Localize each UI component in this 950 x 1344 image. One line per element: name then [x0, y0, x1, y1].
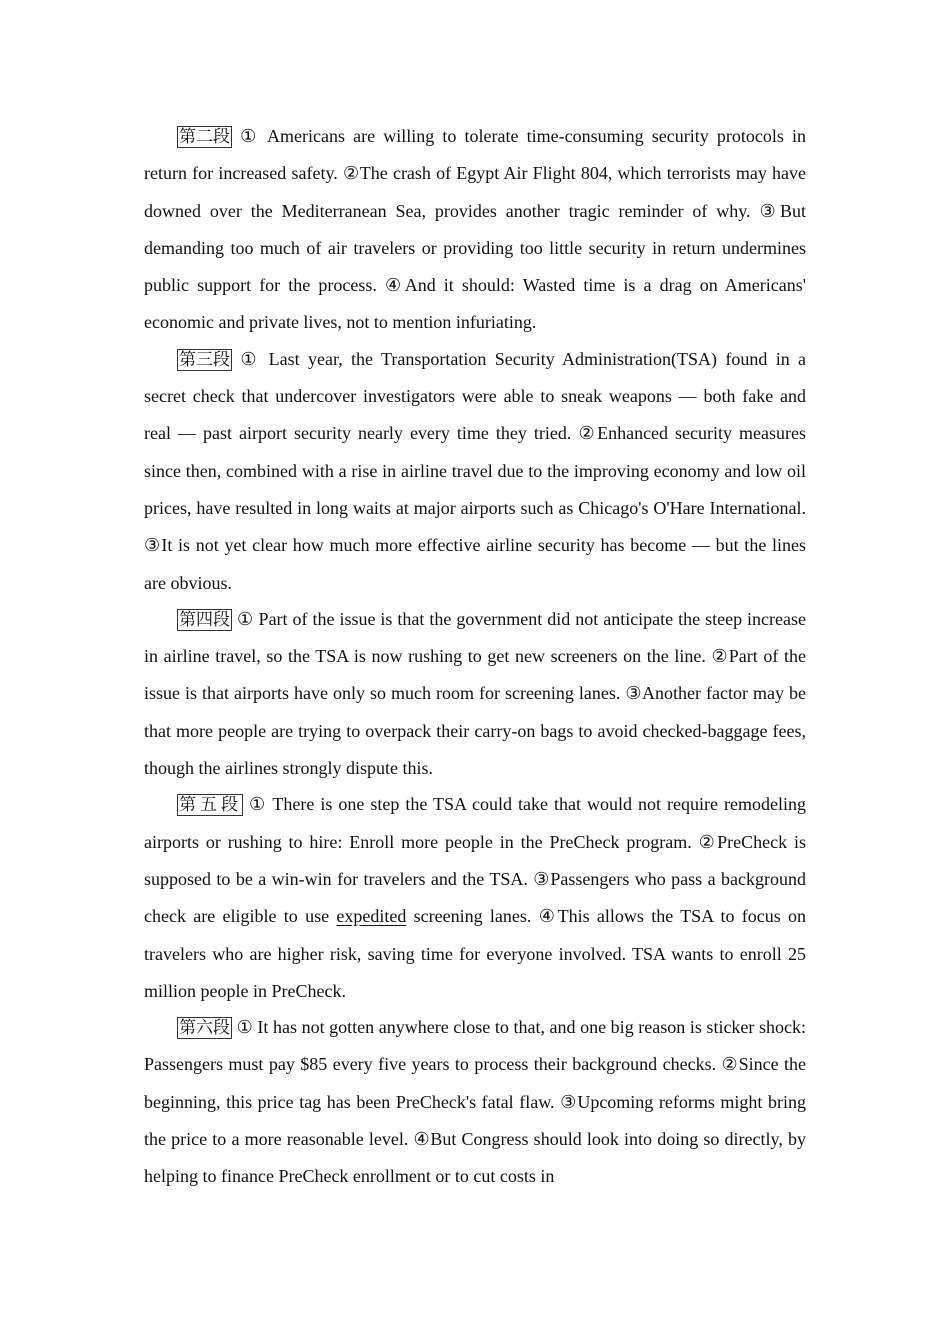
sentence: ④But Congress should look into doing so directly, by helping to finance PreCheck enrollment or to cut costs in — [144, 1129, 806, 1187]
sentence: ②Since the beginning, this price tag has been PreCheck's fatal flaw. — [144, 1054, 806, 1112]
sentence: ④And it should: Wasted time is a drag on Americans' economic and private lives, not to mention infuriating. — [144, 275, 807, 333]
underlined-word: expedited — [336, 906, 407, 927]
paragraph-6 — [144, 1009, 806, 1195]
sentence: ③Passengers who pass a background check are eligible to use — [144, 868, 806, 927]
paragraph-3 — [144, 341, 806, 602]
sentence: ① It has not gotten anywhere close to that, and one big reason is sticker shock: Passengers must pay $85 every five years to process their background checks. — [144, 1017, 806, 1075]
sentence: ②Enhanced security measures since then, combined with a rise in airline travel due to the improving economy and low oil prices, have resulted in long waits at major airports such as Chicago's O'Hare International. — [144, 423, 807, 518]
paragraph-label: 第六段 — [179, 1018, 230, 1039]
paragraph-4 — [144, 601, 806, 787]
document-page — [144, 118, 806, 1195]
sentence: ① There is one step the TSA could take that would not require remodeling airports or rushing to hire: Enroll more people in the PreCheck program. — [144, 794, 806, 852]
sentence: ③Another factor may be that more people are trying to overpack their carry-on bags to avoid checked-baggage fees, though the airlines strongly dispute this. — [144, 683, 806, 779]
sentence: ④This allows the TSA to focus on travelers who are higher risk, saving time for everyone involved. TSA wants to enroll 25 million people in PreCheck. — [144, 906, 807, 1001]
sentence: ① Last year, the Transportation Security Administration(TSA) found in a secret check that undercover investigators were able to sneak weapons — both fake and real — past airport security nearly every time they tried. — [144, 348, 807, 444]
paragraph-5 — [144, 786, 806, 1010]
sentence: ②The crash of Egypt Air Flight 804, which terrorists may have downed over the Mediterranean Sea, provides another tragic reminder of why. — [144, 163, 807, 221]
paragraph-label: 第四段 — [179, 609, 230, 630]
sentence: ① Americans are willing to tolerate time-consuming security protocols in return for increased safety. — [144, 126, 806, 184]
sentence: ③It is not yet clear how much more effective airline security has become — but the lines are obvious. — [144, 535, 806, 593]
sentence: ③Upcoming reforms might bring the price to a more reasonable level. — [144, 1091, 807, 1150]
sentence: ③But demanding too much of air travelers or providing too little security in return undermines public support for the process. — [144, 200, 807, 296]
paragraph-label: 第三段 — [179, 349, 230, 370]
sentence: ②Part of the issue is that airports have only so much room for screening lanes. — [144, 646, 806, 704]
sentence: ②PreCheck is supposed to be a win-win for travelers and the TSA. — [144, 831, 806, 889]
paragraph-label: 第五段 — [179, 795, 242, 816]
paragraph-2 — [144, 118, 806, 342]
sentence: ① Part of the issue is that the government did not anticipate the steep increase in airline travel, so the TSA is now rushing to get new screeners on the line. — [144, 608, 807, 667]
paragraph-label: 第二段 — [179, 127, 230, 147]
sentence: screening lanes. — [413, 906, 532, 927]
